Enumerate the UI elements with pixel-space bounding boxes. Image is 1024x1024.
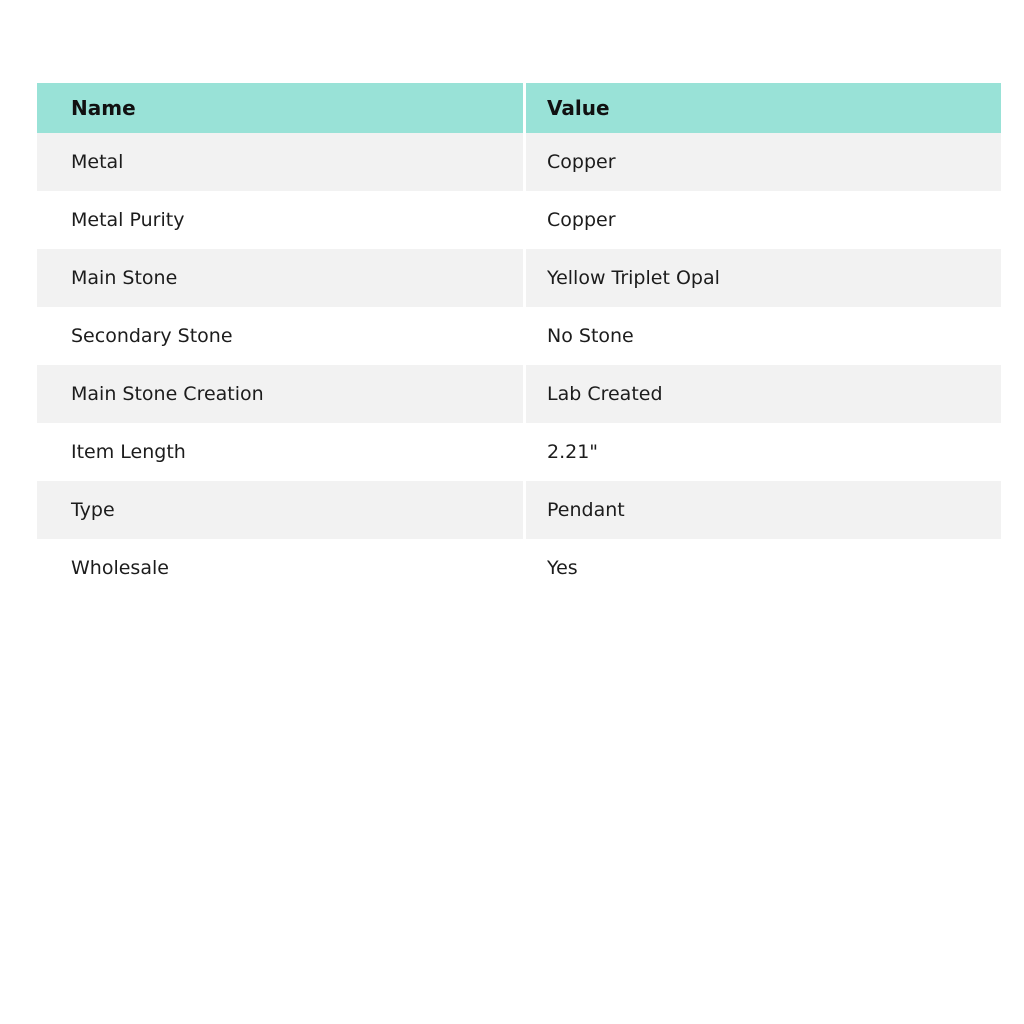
- row-value-cell: 2.21": [526, 423, 1001, 481]
- row-value-cell: Copper: [526, 133, 1001, 191]
- row-value-cell: Copper: [526, 191, 1001, 249]
- table-row: [37, 191, 1001, 249]
- row-value-cell: Yellow Triplet Opal: [526, 249, 1001, 307]
- row-value-cell: No Stone: [526, 307, 1001, 365]
- row-value-cell: Lab Created: [526, 365, 1001, 423]
- row-value-cell: Pendant: [526, 481, 1001, 539]
- table-row: [37, 307, 1001, 365]
- row-name-cell: Metal Purity: [37, 191, 523, 249]
- table-row: [37, 481, 1001, 539]
- header-cell-name: Name: [37, 83, 523, 133]
- product-spec-table: [37, 83, 1001, 597]
- table-row: [37, 249, 1001, 307]
- table-row: [37, 365, 1001, 423]
- row-name-cell: Secondary Stone: [37, 307, 523, 365]
- row-name-cell: Metal: [37, 133, 523, 191]
- table-row: [37, 133, 1001, 191]
- row-name-cell: Main Stone Creation: [37, 365, 523, 423]
- table-row: [37, 423, 1001, 481]
- table-row: [37, 539, 1001, 597]
- header-cell-value: Value: [526, 83, 1001, 133]
- row-name-cell: Type: [37, 481, 523, 539]
- row-value-cell: Yes: [526, 539, 1001, 597]
- row-name-cell: Wholesale: [37, 539, 523, 597]
- row-name-cell: Main Stone: [37, 249, 523, 307]
- row-name-cell: Item Length: [37, 423, 523, 481]
- table-header-row: [37, 83, 1001, 133]
